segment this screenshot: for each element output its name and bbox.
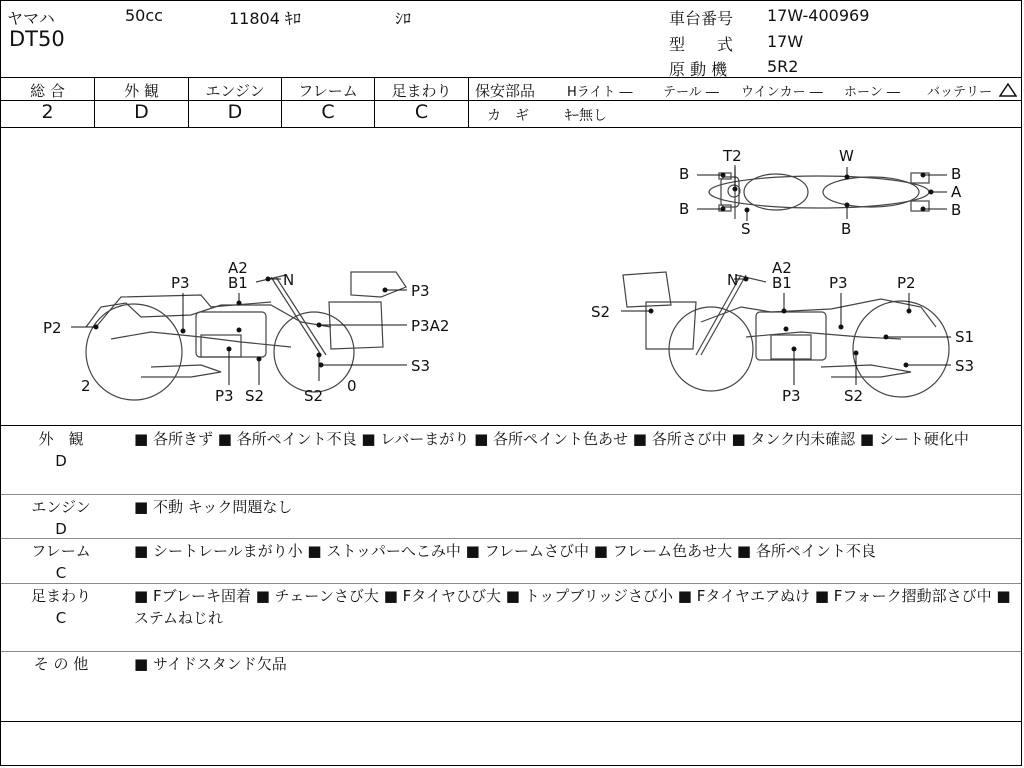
remarks-exterior bbox=[1, 425, 1021, 495]
label-p3: P3 bbox=[829, 274, 848, 292]
section-label: エンジン D bbox=[31, 498, 91, 538]
grade-frame bbox=[282, 77, 375, 127]
section-label: 外 観 D bbox=[38, 430, 84, 470]
grade-label: 外 観 bbox=[124, 82, 159, 100]
label-a2: A2 bbox=[228, 259, 248, 277]
section-label: そ の 他 bbox=[33, 655, 89, 673]
grade-engine bbox=[189, 77, 282, 127]
warning-triangle-icon bbox=[999, 83, 1017, 97]
safety-title: 保安部品 bbox=[475, 82, 536, 100]
label-n: N bbox=[283, 271, 295, 289]
section-label: フレーム C bbox=[31, 542, 91, 582]
motorcycle-diagram bbox=[1, 127, 1023, 425]
key-value: ｷｰ無し bbox=[565, 108, 607, 124]
model-name: DT50 bbox=[9, 27, 65, 51]
label-p2: P2 bbox=[897, 274, 916, 292]
label-b: B bbox=[951, 201, 962, 219]
label-b: B bbox=[951, 165, 962, 183]
grade-label: エンジン bbox=[205, 82, 265, 100]
label-b: B bbox=[679, 200, 690, 218]
grade-value: C bbox=[321, 101, 335, 123]
section-text: ■ シートレールまがり小 ■ ストッパーへこみ中 ■ フレームさび中 ■ フレーム色あせ大 ■ 各所ペイント不良 bbox=[134, 542, 876, 560]
grade-suspension bbox=[375, 77, 469, 127]
label-0: 0 bbox=[347, 377, 357, 395]
label-p3: P3 bbox=[171, 274, 190, 292]
label-s2: S2 bbox=[844, 387, 864, 405]
label-p3: P3 bbox=[782, 387, 801, 405]
label-s2: S2 bbox=[304, 387, 324, 405]
section-text: ■ サイドスタンド欠品 bbox=[134, 655, 287, 673]
remarks-other bbox=[1, 652, 1021, 722]
label-n: N bbox=[727, 271, 739, 289]
type-value: 17W bbox=[767, 32, 804, 51]
grade-value: 2 bbox=[41, 101, 54, 123]
mileage: 11804 ｷﾛ bbox=[229, 9, 301, 28]
label-s3: S3 bbox=[955, 357, 975, 375]
safety-parts bbox=[469, 77, 1021, 127]
grade-table bbox=[1, 77, 1021, 128]
safety-item-tail: テール ― bbox=[663, 85, 719, 100]
grade-exterior bbox=[95, 77, 189, 127]
section-text: ■ 各所きず ■ 各所ペイント不良 ■ レバーまがり ■ 各所ペイント色あせ ■ 各所さび中 ■ タンク内未確認 ■ シート硬化中 bbox=[134, 430, 969, 448]
label-s: S bbox=[741, 220, 751, 238]
grade-value: D bbox=[227, 101, 243, 123]
safety-item-winker: ウインカー ― bbox=[741, 85, 823, 100]
label-s1: S1 bbox=[955, 328, 975, 346]
label-a: A bbox=[951, 183, 962, 201]
type-label: 型 式 bbox=[669, 35, 734, 54]
label-w: W bbox=[839, 147, 854, 165]
safety-item-headlight: Hライト ― bbox=[567, 85, 633, 100]
grade-value: C bbox=[414, 101, 429, 123]
displacement: 50cc bbox=[125, 6, 163, 25]
label-p3a2: P3A2 bbox=[411, 317, 450, 335]
frame-no: 17W-400969 bbox=[767, 6, 870, 25]
safety-item-horn: ホーン ― bbox=[844, 85, 900, 100]
label-b1: B1 bbox=[228, 274, 248, 292]
label-p2: P2 bbox=[43, 319, 62, 337]
label-p3: P3 bbox=[411, 282, 430, 300]
label-b: B bbox=[679, 165, 690, 183]
safety-item-battery: バッテリー bbox=[927, 85, 993, 100]
section-label: 足まわり C bbox=[30, 587, 91, 627]
remarks-suspension bbox=[1, 584, 1021, 652]
label-p3: P3 bbox=[215, 387, 234, 405]
damage-diagram bbox=[1, 127, 1021, 426]
grade-value: D bbox=[134, 101, 149, 123]
color: ｼﾛ bbox=[395, 9, 412, 28]
key-label: カ ギ bbox=[487, 108, 529, 124]
label-t2: T2 bbox=[723, 147, 742, 165]
section-text: ■ 不動 キック問題なし bbox=[134, 498, 293, 516]
grade-label: フレーム bbox=[298, 82, 358, 100]
remarks-engine bbox=[1, 495, 1021, 539]
grade-total bbox=[1, 77, 95, 127]
remarks-frame bbox=[1, 539, 1021, 584]
frame-no-label: 車台番号 bbox=[669, 9, 734, 28]
grade-label: 総 合 bbox=[30, 82, 65, 100]
label-a2: A2 bbox=[772, 259, 792, 277]
label-s2: S2 bbox=[591, 303, 611, 321]
label-b1: B1 bbox=[772, 274, 792, 292]
section-text: ■ Fブレーキ固着 ■ チェーンさび大 ■ Fタイヤひび大 ■ トップブリッジさび小 ■ Fタイヤエアぬけ ■ Fフォーク摺動部さび中 ■ ステムねじれ bbox=[134, 587, 1011, 627]
label-s2: S2 bbox=[245, 387, 265, 405]
top-view-bike bbox=[709, 165, 929, 219]
engine-label: 原 動 機 bbox=[669, 60, 728, 79]
label-b: B bbox=[841, 220, 852, 238]
label-s3: S3 bbox=[411, 357, 431, 375]
grade-label: 足まわり bbox=[391, 82, 452, 100]
header bbox=[1, 1, 1021, 78]
engine-value: 5R2 bbox=[767, 57, 799, 76]
label-2: 2 bbox=[81, 377, 91, 395]
maker: ヤマハ bbox=[7, 9, 55, 28]
